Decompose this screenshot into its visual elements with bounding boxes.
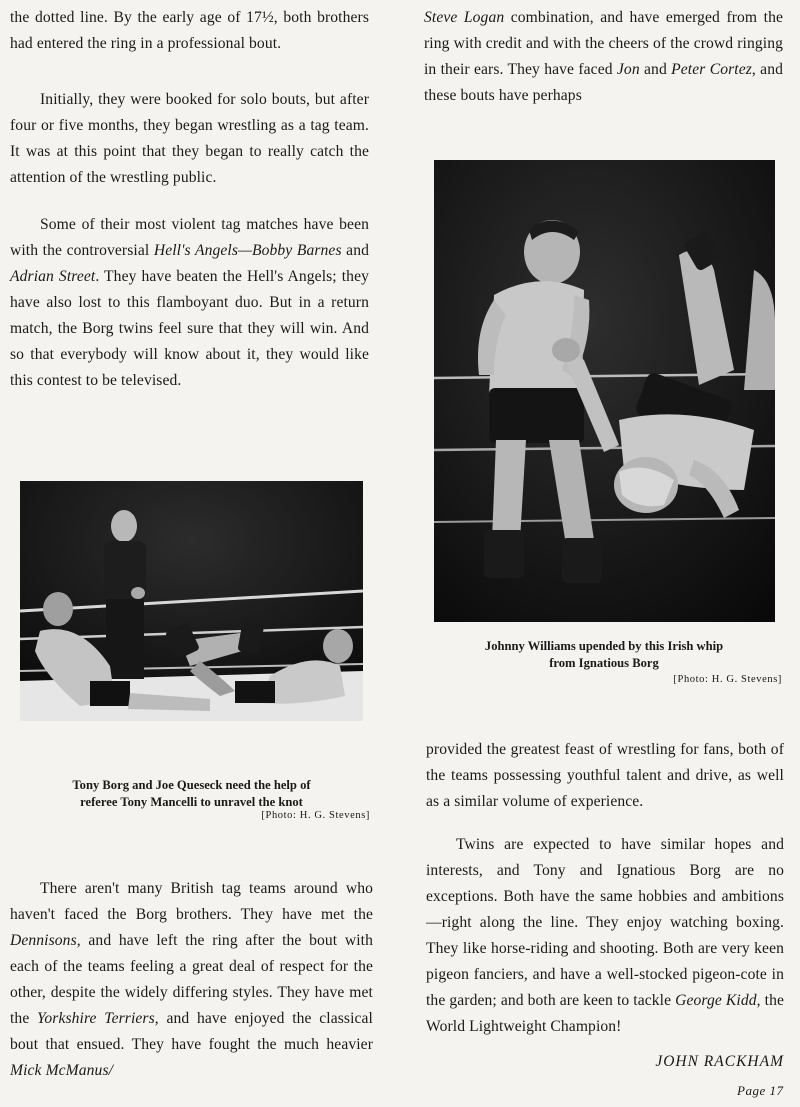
dennisons-name: Dennisons <box>10 932 77 949</box>
hells-angels-name: Hell's Angels—Bobby Barnes <box>153 242 342 259</box>
left-col-paragraph-3: Some of their most violent tag matches have been with the controversial Hell's Angels—Bobby Barnes and Adrian Street. They have beaten the Hell's Angels; they have also lost to this flamboyant duo. But in a return match, the Borg twins feel sure that they will win. And so that everybody will know about it, they would like this contest to be televised. <box>10 216 369 389</box>
left-photo-caption: Tony Borg and Joe Queseck need the help of referee Tony Mancelli to unravel the knot <box>72 778 311 809</box>
jon-name: Jon <box>616 61 640 78</box>
yorkshire-terriers-name: Yorkshire Terriers <box>37 1010 155 1027</box>
left-col-paragraph-2: Initially, they were booked for solo bouts, but after four or five months, they began wrestling as a tag team. It was at this point that they began to really catch the attention of the wrestling public. <box>10 91 369 186</box>
right-col-paragraph-3: Twins are expected to have similar hopes and interests, and Tony and Ignatious Borg are no exceptions. Both have the same hobbies and ambitions—right along the line. They enjoy watching boxing. They like horse-riding and shooting. Both are very keen pigeon fanciers, and have a well-stocked pigeon-cote in the garden; and both are keen to tackle George Kidd, the World Lightweight Champion! <box>426 836 785 1035</box>
steve-logan-name: Steve Logan <box>424 9 505 26</box>
right-photo-caption: Johnny Williams upended by this Irish whip from Ignatious Borg <box>484 639 724 670</box>
photo-tag-match-knot-image <box>20 481 363 721</box>
right-photo-credit: [Photo: H. G. Stevens] <box>673 674 782 685</box>
george-kidd-name: George Kidd <box>675 992 757 1009</box>
photo-irish-whip-image <box>434 160 775 622</box>
photo-tag-match-knot <box>20 481 363 721</box>
page-number: Page 17 <box>737 1083 784 1098</box>
left-photo-credit: [Photo: H. G. Stevens] <box>261 810 370 821</box>
left-col-paragraph-1: the dotted line. By the early age of 17½, both brothers had entered the ring in a professional bout. <box>10 9 369 52</box>
peter-cortez-name: Peter Cortez <box>671 61 752 78</box>
right-col-paragraph-1: Steve Logan combination, and have emerged from the ring with credit and with the cheers of the crowd ringing in their ears. They have faced Jon and Peter Cortez, and these bouts have perhaps <box>424 9 783 104</box>
adrian-street-name: Adrian Street <box>10 268 96 285</box>
left-col-paragraph-4: There aren't many British tag teams around who haven't faced the Borg brothers. They have met the Dennisons, and have left the ring after the bout with each of the teams feeling a great deal of respect for the other, despite the widely differing styles. They have met the Yorkshire Terriers, and have enjoyed the classical bout that ensued. They have fought the much heavier Mick McManus/ <box>10 880 373 1079</box>
mick-mcmanus-name: Mick McManus/ <box>10 1062 114 1079</box>
photo-irish-whip <box>434 160 775 622</box>
right-col-paragraph-2: provided the greatest feast of wrestling for fans, both of the teams possessing youthful talent and drive, as well as a similar volume of experience. <box>426 741 784 810</box>
author-byline: JOHN RACKHAM <box>655 1053 784 1070</box>
